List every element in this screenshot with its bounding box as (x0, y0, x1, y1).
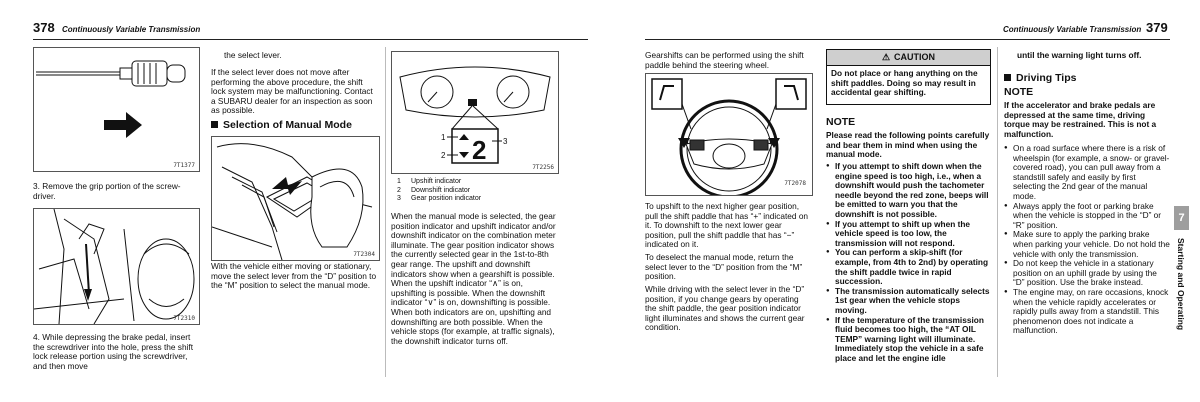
shift-lock-malfunction-paragraph: If the select lever does not move after performing the above procedure, the shift lock system may be malfunctioning. Contact a SUBARU dealer for an inspection as soon as possible. (211, 67, 373, 116)
list-item: ● If you attempt to shift down when the engine speed is too high, i.e., when a downshift would push the tachometer needle beyond the red zone, beeps will be emitted to warn you that the downshift is not possible. (826, 162, 992, 220)
select-lever-illustration (212, 137, 379, 260)
right-running-head: Continuously Variable Transmission (1003, 25, 1142, 34)
figure-code: 7T2256 (532, 164, 554, 171)
warning-triangle-icon: ⚠ (881, 52, 891, 62)
legend-item: 1 Upshift indicator (397, 178, 462, 185)
caution-box (826, 49, 991, 105)
select-lever-figure (211, 136, 380, 261)
left-page-number: 378 (33, 20, 55, 35)
left-header-rule (33, 39, 588, 40)
list-item: ● Do not keep the vehicle in a stationary position on an uphill grade by using the “D” position. Use the brake instead. (1004, 259, 1170, 288)
note2-heading: NOTE (1004, 86, 1034, 98)
gear-position-digit: 2 (472, 135, 487, 165)
caution-header: ⚠ CAUTION (827, 50, 990, 66)
figure-code: 7T2310 (173, 315, 195, 322)
shift-lock-illustration (34, 209, 199, 324)
paddle-intro-paragraph: Gearshifts can be performed using the shift paddle behind the steering wheel. (645, 50, 804, 70)
list-item: ● If the temperature of the transmission fluid becomes too high, the “AT OIL TEMP” warning light will illuminate. Immediately stop the vehicle in a safe place and let the engine idle (826, 316, 992, 364)
shift-lock-figure (33, 208, 200, 325)
right-page-number: 379 (1146, 20, 1168, 35)
left-column-divider (385, 47, 386, 377)
chapter-title: Starting and Operating (1176, 238, 1186, 331)
list-item: ● On a road surface where there is a risk of wheelspin (for example, a snow- or gravel-covered road), you can pull away from a standstill safely and easily by first selecting the 2nd gear of the manual mode. (1004, 144, 1170, 202)
left-running-head: Continuously Variable Transmission (62, 25, 201, 34)
list-item: ● Always apply the foot or parking brake when the vehicle is stopped in the “D” or “R” position. (1004, 202, 1170, 231)
right-column-divider (997, 47, 998, 377)
step-3: 3. Remove the grip portion of the screw-driver. (33, 181, 181, 201)
note2-intro: If the accelerator and brake pedals are depressed at the same time, driving torque may be restrained. This is not a malfunction. (1004, 100, 1157, 139)
legend-item: 3 Gear position indicator (397, 195, 482, 203)
list-item: ● Make sure to apply the parking brake when parking your vehicle. Do not hold the vehicle with only the transmission. (1004, 230, 1170, 259)
figure-code: 7T1377 (173, 162, 195, 169)
section-heading-driving-tips: Driving Tips (1004, 72, 1169, 84)
chapter-tab: 7 (1174, 206, 1189, 230)
deselect-manual-mode-paragraph: To deselect the manual mode, return the select lever to the “D” position from the “M” position. (645, 252, 803, 282)
combination-meter-illustration (392, 52, 558, 173)
indicator-legend (397, 178, 557, 204)
note-heading: NOTE (826, 116, 856, 128)
figure-code: 7T2078 (784, 180, 806, 187)
manual-mode-indicator-paragraph: When the manual mode is selected, the gear position indicator and upshift indicator and/or downshift indicator on the combination meter illuminate. The gear position indicator shows the currently selected gear in the 1st-to-8th gear range. The upshift and downshift indicators show when a gearshift is possible. When the upshift indicator “∧” is on, upshifting is possible. When the downshift indicator “∨” is on, downshifting is possible. When both indicators are on, upshifting and downshifting are both possible. When the vehicle stops (for example, at traffic signals), the downshift indicator turns off. (391, 211, 556, 346)
upshift-downshift-paragraph: To upshift to the next higher gear position, pull the shift paddle that has “+” indicated on it. To downshift to the next lower gear position, pull the shift paddle that has “−” indicated on it. (645, 201, 809, 250)
callout-3: 3 (503, 137, 508, 146)
note-intro: Please read the following points carefully and bear them in mind when using the manual mode. (826, 130, 990, 160)
combination-meter-figure (391, 51, 559, 174)
screwdriver-illustration (34, 48, 199, 171)
pull-arrow-icon (104, 112, 142, 138)
steering-wheel-illustration (646, 74, 812, 195)
shift-paddle-figure (645, 73, 813, 196)
list-item: ● The engine may, on rare occasions, knock when the vehicle rapidly accelerates or rapidly pulls away from a standstill. This phenomenon does not indicate a malfunction. (1004, 288, 1170, 336)
legend-item: 2 Downshift indicator (397, 186, 471, 194)
section-square-icon (1004, 74, 1011, 81)
col3-continuation: until the warning light turns off. (1017, 50, 1142, 60)
list-item: ● If you attempt to shift up when the vehicle speed is too low, the transmission will not respond. (826, 220, 992, 249)
figure-code: 7T2304 (353, 251, 375, 258)
step-4: 4. While depressing the brake pedal, insert the screwdriver into the hole, press the shift lock release portion using the screwdriver, and then move (33, 332, 194, 371)
callout-2: 2 (441, 151, 446, 160)
d-position-paddle-paragraph: While driving with the select lever in the “D” position, if you change gears by operating the shift paddle, the gear position indicator light illuminates and shows the current gear condition. (645, 284, 805, 333)
caution-text: Do not place or hang anything on the shift paddles. Doing so may result in accidental gear shifting. (831, 68, 978, 98)
section-square-icon (211, 121, 218, 128)
note-bullet-list (826, 162, 992, 363)
list-item: ● The transmission automatically selects 1st gear when the vehicle stops moving. (826, 287, 992, 316)
manual-mode-selection-paragraph: With the vehicle either moving or stationary, move the select lever from the “D” position to the “M” position to select the manual mode. (211, 261, 377, 291)
section-heading-manual-mode: Selection of Manual Mode (211, 119, 381, 131)
driving-tips-list (1004, 144, 1170, 336)
screwdriver-figure (33, 47, 200, 172)
col2-continuation: the select lever. (224, 50, 282, 60)
callout-1: 1 (441, 133, 446, 142)
list-item: ● You can perform a skip-shift (for example, from 4th to 2nd) by operating the shift paddle twice in rapid succession. (826, 248, 992, 286)
right-header-rule (645, 39, 1170, 40)
